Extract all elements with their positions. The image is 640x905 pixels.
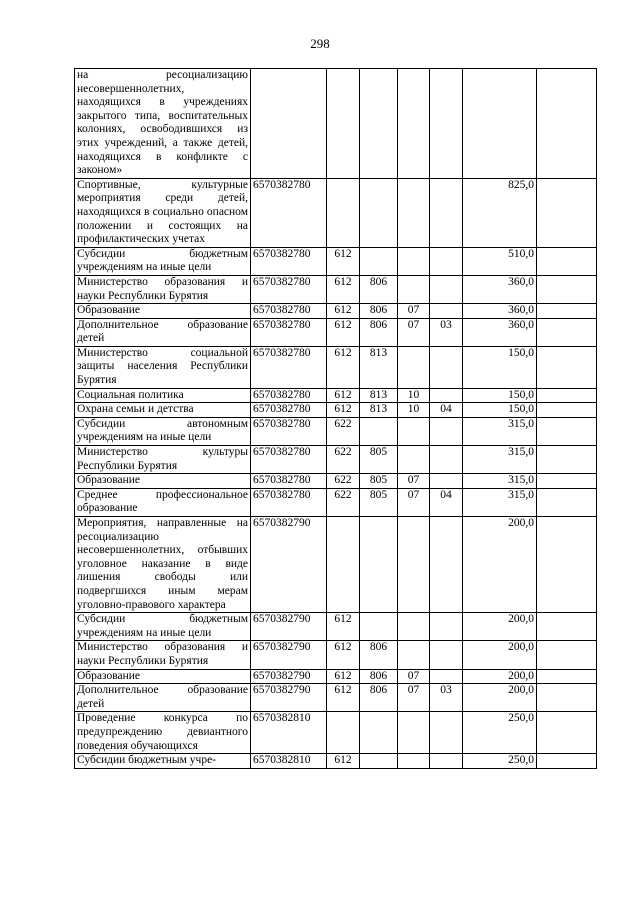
- expense-type-cell: 612: [327, 346, 360, 388]
- row-name-cell: Дополнительное образование детей: [75, 318, 251, 346]
- section-cell: [398, 754, 430, 769]
- amount-cell: 510,0: [463, 247, 537, 275]
- subsection-cell: 03: [430, 684, 463, 712]
- extra-cell: [537, 754, 597, 769]
- section-cell: [398, 346, 430, 388]
- row-name-cell: Дополнительное образование детей: [75, 684, 251, 712]
- extra-cell: [537, 69, 597, 179]
- row-name-cell: на ресоциализацию несовершеннолетних, находящихся в учреждениях закрытого типа, воспитательных колониях, освободившихся из этих учреждений, а также детей, находящихся в конфликте с законом»: [75, 69, 251, 179]
- table-row: [75, 247, 597, 275]
- expense-type-cell: 622: [327, 474, 360, 489]
- target-article-cell: 6570382790: [251, 517, 327, 613]
- row-name-cell: Проведение конкурса по предупреждению девиантного поведения обучающихся: [75, 712, 251, 754]
- ministry-code-cell: 806: [360, 304, 398, 319]
- table-row: [75, 304, 597, 319]
- extra-cell: [537, 388, 597, 403]
- subsection-cell: [430, 446, 463, 474]
- row-name-cell: Спортивные, культурные мероприятия среди детей, находящихся в социально опасном положении и состоящих на профилактических учетах: [75, 178, 251, 247]
- target-article-cell: 6570382790: [251, 684, 327, 712]
- subsection-cell: [430, 388, 463, 403]
- table-row: [75, 488, 597, 516]
- amount-cell: 200,0: [463, 517, 537, 613]
- ministry-code-cell: 805: [360, 474, 398, 489]
- subsection-cell: [430, 669, 463, 684]
- table-row: [75, 69, 597, 179]
- row-name-cell: Мероприятия, направленные на ресоциализацию несовершеннолетних, отбывших уголовное наказание в виде лишения свободы или подвергшихся иным мерам уголовно-правового характера: [75, 517, 251, 613]
- subsection-cell: 03: [430, 318, 463, 346]
- table-row: [75, 446, 597, 474]
- target-article-cell: [251, 69, 327, 179]
- amount-cell: 315,0: [463, 474, 537, 489]
- table-row: [75, 474, 597, 489]
- section-cell: 07: [398, 669, 430, 684]
- section-cell: 07: [398, 488, 430, 516]
- amount-cell: 200,0: [463, 684, 537, 712]
- table-row: [75, 669, 597, 684]
- extra-cell: [537, 474, 597, 489]
- target-article-cell: 6570382780: [251, 446, 327, 474]
- row-name-cell: Образование: [75, 304, 251, 319]
- ministry-code-cell: [360, 247, 398, 275]
- ministry-code-cell: 806: [360, 641, 398, 669]
- subsection-cell: [430, 247, 463, 275]
- row-name-cell: Министерство социальной защиты населения Республики Бурятия: [75, 346, 251, 388]
- target-article-cell: 6570382780: [251, 403, 327, 418]
- ministry-code-cell: [360, 417, 398, 445]
- extra-cell: [537, 417, 597, 445]
- target-article-cell: 6570382790: [251, 669, 327, 684]
- expense-type-cell: [327, 712, 360, 754]
- expense-type-cell: 622: [327, 488, 360, 516]
- subsection-cell: [430, 712, 463, 754]
- section-cell: [398, 712, 430, 754]
- amount-cell: 200,0: [463, 669, 537, 684]
- subsection-cell: [430, 613, 463, 641]
- row-name-cell: Министерство образования и науки Республики Бурятия: [75, 641, 251, 669]
- section-cell: [398, 517, 430, 613]
- amount-cell: [463, 69, 537, 179]
- subsection-cell: [430, 474, 463, 489]
- ministry-code-cell: [360, 613, 398, 641]
- target-article-cell: 6570382780: [251, 247, 327, 275]
- expense-type-cell: 622: [327, 446, 360, 474]
- expense-type-cell: 612: [327, 403, 360, 418]
- row-name-cell: Образование: [75, 474, 251, 489]
- extra-cell: [537, 684, 597, 712]
- section-cell: 10: [398, 388, 430, 403]
- subsection-cell: [430, 754, 463, 769]
- table-row: [75, 613, 597, 641]
- subsection-cell: [430, 275, 463, 303]
- ministry-code-cell: 806: [360, 275, 398, 303]
- section-cell: 07: [398, 474, 430, 489]
- extra-cell: [537, 403, 597, 418]
- row-name-cell: Социальная политика: [75, 388, 251, 403]
- ministry-code-cell: 805: [360, 488, 398, 516]
- row-name-cell: Образование: [75, 669, 251, 684]
- extra-cell: [537, 446, 597, 474]
- subsection-cell: [430, 346, 463, 388]
- section-cell: 07: [398, 304, 430, 319]
- table-row: [75, 388, 597, 403]
- budget-table: [74, 68, 597, 769]
- target-article-cell: 6570382780: [251, 474, 327, 489]
- target-article-cell: 6570382780: [251, 346, 327, 388]
- subsection-cell: [430, 641, 463, 669]
- extra-cell: [537, 669, 597, 684]
- subsection-cell: [430, 517, 463, 613]
- section-cell: 07: [398, 318, 430, 346]
- amount-cell: 360,0: [463, 275, 537, 303]
- target-article-cell: 6570382790: [251, 641, 327, 669]
- expense-type-cell: 612: [327, 275, 360, 303]
- extra-cell: [537, 178, 597, 247]
- amount-cell: 315,0: [463, 446, 537, 474]
- table-row: [75, 275, 597, 303]
- row-name-cell: Министерство образования и науки Республики Бурятия: [75, 275, 251, 303]
- ministry-code-cell: 806: [360, 318, 398, 346]
- amount-cell: 250,0: [463, 754, 537, 769]
- row-name-cell: Субсидии бюджетным учре-: [75, 754, 251, 769]
- target-article-cell: 6570382790: [251, 613, 327, 641]
- table-row: [75, 178, 597, 247]
- table-row: [75, 684, 597, 712]
- table-row: [75, 712, 597, 754]
- section-cell: [398, 247, 430, 275]
- subsection-cell: [430, 69, 463, 179]
- expense-type-cell: 612: [327, 669, 360, 684]
- section-cell: [398, 275, 430, 303]
- expense-type-cell: [327, 69, 360, 179]
- ministry-code-cell: [360, 69, 398, 179]
- expense-type-cell: 612: [327, 318, 360, 346]
- ministry-code-cell: 813: [360, 403, 398, 418]
- ministry-code-cell: 805: [360, 446, 398, 474]
- amount-cell: 315,0: [463, 417, 537, 445]
- table-row: [75, 403, 597, 418]
- table-row: [75, 318, 597, 346]
- expense-type-cell: 612: [327, 754, 360, 769]
- subsection-cell: [430, 417, 463, 445]
- ministry-code-cell: [360, 712, 398, 754]
- ministry-code-cell: [360, 517, 398, 613]
- amount-cell: 150,0: [463, 403, 537, 418]
- table-row: [75, 754, 597, 769]
- extra-cell: [537, 304, 597, 319]
- amount-cell: 150,0: [463, 388, 537, 403]
- section-cell: [398, 641, 430, 669]
- section-cell: [398, 69, 430, 179]
- amount-cell: 200,0: [463, 613, 537, 641]
- target-article-cell: 6570382780: [251, 304, 327, 319]
- amount-cell: 150,0: [463, 346, 537, 388]
- subsection-cell: [430, 304, 463, 319]
- page-number: 298: [310, 36, 330, 51]
- subsection-cell: 04: [430, 488, 463, 516]
- expense-type-cell: 612: [327, 304, 360, 319]
- row-name-cell: Среднее профессиональное образование: [75, 488, 251, 516]
- table-body: [75, 69, 597, 769]
- target-article-cell: 6570382780: [251, 178, 327, 247]
- table-row: [75, 641, 597, 669]
- target-article-cell: 6570382780: [251, 275, 327, 303]
- extra-cell: [537, 346, 597, 388]
- table-row: [75, 346, 597, 388]
- amount-cell: 315,0: [463, 488, 537, 516]
- table-row: [75, 517, 597, 613]
- row-name-cell: Субсидии бюджетным учреждениям на иные цели: [75, 247, 251, 275]
- extra-cell: [537, 613, 597, 641]
- table-row: [75, 417, 597, 445]
- ministry-code-cell: 806: [360, 684, 398, 712]
- ministry-code-cell: [360, 754, 398, 769]
- ministry-code-cell: 813: [360, 346, 398, 388]
- amount-cell: 250,0: [463, 712, 537, 754]
- expense-type-cell: 612: [327, 388, 360, 403]
- target-article-cell: 6570382780: [251, 488, 327, 516]
- row-name-cell: Министерство культуры Республики Бурятия: [75, 446, 251, 474]
- amount-cell: 200,0: [463, 641, 537, 669]
- target-article-cell: 6570382810: [251, 754, 327, 769]
- expense-type-cell: 612: [327, 247, 360, 275]
- ministry-code-cell: [360, 178, 398, 247]
- expense-type-cell: [327, 517, 360, 613]
- extra-cell: [537, 517, 597, 613]
- amount-cell: 360,0: [463, 318, 537, 346]
- subsection-cell: [430, 178, 463, 247]
- ministry-code-cell: 806: [360, 669, 398, 684]
- expense-type-cell: 612: [327, 641, 360, 669]
- extra-cell: [537, 247, 597, 275]
- section-cell: 07: [398, 684, 430, 712]
- target-article-cell: 6570382780: [251, 318, 327, 346]
- amount-cell: 825,0: [463, 178, 537, 247]
- ministry-code-cell: 813: [360, 388, 398, 403]
- extra-cell: [537, 275, 597, 303]
- amount-cell: 360,0: [463, 304, 537, 319]
- extra-cell: [537, 488, 597, 516]
- section-cell: 10: [398, 403, 430, 418]
- expense-type-cell: 612: [327, 613, 360, 641]
- extra-cell: [537, 712, 597, 754]
- expense-type-cell: [327, 178, 360, 247]
- section-cell: [398, 446, 430, 474]
- extra-cell: [537, 641, 597, 669]
- row-name-cell: Охрана семьи и детства: [75, 403, 251, 418]
- expense-type-cell: 622: [327, 417, 360, 445]
- section-cell: [398, 178, 430, 247]
- section-cell: [398, 417, 430, 445]
- section-cell: [398, 613, 430, 641]
- target-article-cell: 6570382780: [251, 388, 327, 403]
- row-name-cell: Субсидии бюджетным учреждениям на иные цели: [75, 613, 251, 641]
- extra-cell: [537, 318, 597, 346]
- subsection-cell: 04: [430, 403, 463, 418]
- row-name-cell: Субсидии автономным учреждениям на иные цели: [75, 417, 251, 445]
- target-article-cell: 6570382810: [251, 712, 327, 754]
- target-article-cell: 6570382780: [251, 417, 327, 445]
- expense-type-cell: 612: [327, 684, 360, 712]
